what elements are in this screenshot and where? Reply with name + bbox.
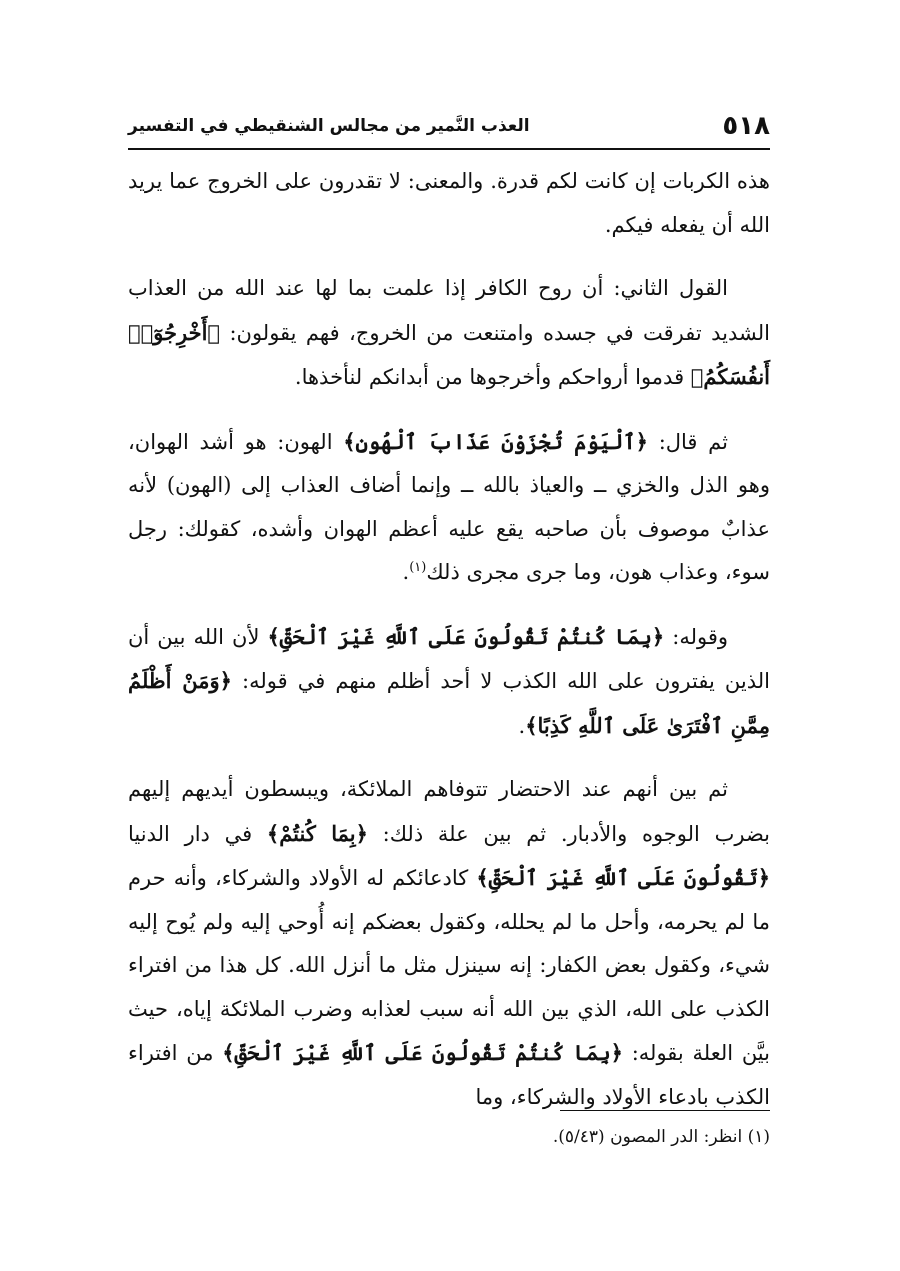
paragraph [128, 160, 770, 247]
paragraph [128, 615, 770, 749]
quran-verse: ﴿بِمَا كُنتُمْ﴾ [266, 820, 368, 846]
text-segment: وقوله: [664, 624, 729, 649]
running-header [128, 104, 770, 150]
book-title: العذب النَّمير من مجالس الشنقيطي في التفسير [128, 116, 530, 136]
quran-verse: ﴿بِمَا كُنتُمْ تَقُولُونَ عَلَى ٱللَّهِ غَيْرَ ٱلْحَقِّ﴾ [267, 623, 665, 649]
text-segment: . [518, 713, 526, 738]
text-segment: الهون: هو أشد الهوان، وهو الذل والخزي ــ والعياذ بالله ــ وإنما أضاف العذاب إلى (الهون) لأنه عذابٌ موصوف بأن صاحبه يقع عليه أعظم الهوان وأشده، كقولك: رجل سوء، وعذاب هون، وما جرى مجرى ذلك [128, 429, 770, 584]
text-segment: ثم قال: [647, 429, 728, 454]
quran-verse: ﴿تَقُولُونَ عَلَى ٱللَّهِ غَيْرَ ٱلْحَقِّ﴾ [476, 865, 770, 890]
text-segment: كادعائكم له الأولاد والشركاء، وأنه حرم ما لم يحرمه، وأحل ما لم يحلله، وكقول بعضكم إنه أُوحي إليه ولم يُوح إليه شيء، وكقول بعض الكفار: إنه سينزل مثل ما أنزل الله. كل هذا من افتراء الكذب على الله، الذي بين الله أنه سبب لعذابه وضرب الملائكة إياه، حيث بيَّن العلة بقوله: [128, 866, 770, 1065]
footnote: (١) انظر: الدر المصون (٥/٤٣). [552, 1127, 770, 1147]
footnote-divider [560, 1110, 770, 1111]
text-segment: لأن الله بين أن الذين يفترون على الله الكذب لا أحد أظلم منهم في قوله: [128, 624, 771, 693]
main-text [128, 160, 770, 1139]
paragraph [128, 420, 770, 595]
text-segment: ثم بين أنهم عند الاحتضار تتوفاهم الملائكة، ويبسطون أيديهم إليهم بضرب الوجوه والأدبار. ثم بين علة ذلك: [128, 777, 770, 846]
paragraph [128, 768, 770, 1119]
quran-verse: ﴿أَخْرِجُوٓا۟ أَنفُسَكُمُ﴾ [128, 319, 770, 389]
text-segment: هذه الكربات إن كانت لكم قدرة. والمعنى: لا تقدرون على الخروج عما يريد الله أن يفعله فيكم. [128, 169, 770, 237]
quran-verse: ﴿ٱلْيَوْمَ تُجْزَوْنَ عَذَابَ ٱلْهُونِ﴾ [343, 428, 648, 454]
page-number: ٥١٨ [722, 111, 770, 141]
paragraph [128, 267, 770, 400]
text-segment: قدموا أرواحكم وأخرجوها من أبدانكم لنأخذها. [294, 365, 691, 389]
text-segment: القول الثاني: أن روح الكافر إذا علمت بما لها عند الله من العذاب الشديد تفرقت في جسده وامتنعت من الخروج، فهم يقولون: [128, 276, 770, 345]
quran-verse: ﴿وَمَنْ أَظْلَمُ مِمَّنِ ٱفْتَرَىٰ عَلَى ٱللَّهِ كَذِبًا﴾ [128, 668, 770, 738]
footnote-reference: (١) [409, 560, 427, 575]
text-segment: من افتراء الكذب بادعاء الأولاد والشركاء، وما [128, 1041, 770, 1109]
text-segment: . [402, 560, 410, 584]
quran-verse: ﴿بِمَا كُنتُمْ تَقُولُونَ عَلَى ٱللَّهِ غَيْرَ ٱلْحَقِّ﴾ [222, 1040, 623, 1065]
text-segment: في دار الدنيا [128, 821, 267, 846]
